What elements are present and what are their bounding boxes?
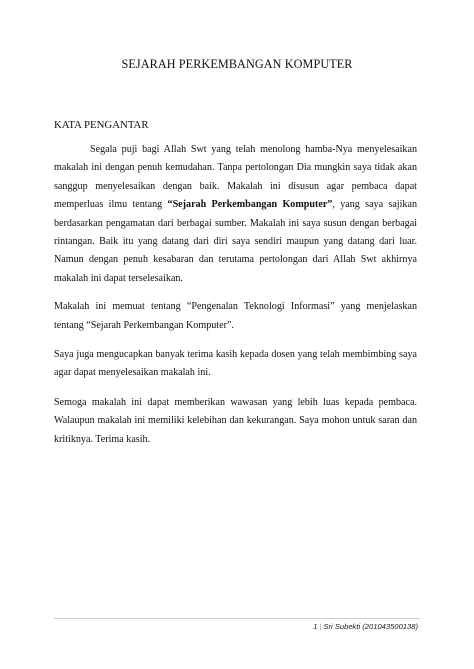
page-footer [313, 622, 418, 631]
paragraph-1 [54, 141, 417, 288]
page-number: 1 [313, 622, 318, 631]
paragraph-1-bold-title: “Sejarah Perkembangan Komputer” [167, 199, 333, 211]
paragraph-3: Saya juga mengucapkan banyak terima kasih kepada dosen yang telah membimbing saya agar dapat menyelesaikan makalah ini. [54, 349, 417, 379]
paragraph-4: Semoga makalah ini dapat memberikan wawasan yang lebih luas kepada pembaca. Walaupun makalah ini memiliki kelebihan dan kekurangan. Saya mohon untuk saran dan kritiknya. Terima kasih. [54, 396, 417, 445]
footer-author: Sri Subekti (201043500138) [323, 622, 418, 631]
paragraph-1-text-start: Segala puji bagi Allah Swt yang telah menolong hamba-Nya menyelesaikan makalah ini dengan penuh kemudahan. Tanpa pertolongan Dia mungkin saya tidak akan sanggup menyelesaikan dengan baik. Makalah ini disusun agar pembaca dapat memperluas ilmu tentang [54, 144, 417, 211]
document-body [54, 141, 417, 460]
paragraph-2: Makalah ini memuat tentang “Pengenalan Teknologi Informasi” yang menjelaskan tentang “Sejarah Perkembangan Komputer”. [54, 301, 417, 331]
footer-separator: | [319, 622, 322, 631]
section-heading: KATA PENGANTAR [54, 119, 149, 131]
paragraph-1-text-end: , yang saya sajikan berdasarkan pengamatan dari berbagai sumber. Makalah ini saya susun dengan berbagai rintangan. Baik itu yang datang dari diri saya sendiri maupun yang datang dari luar. Namun dengan penuh kesabaran dan terutama pertolongan dari Allah Swt akhirnya makalah ini dapat terselesaikan. [54, 199, 417, 284]
footer-divider [54, 618, 420, 619]
document-title: SEJARAH PERKEMBANGAN KOMPUTER [121, 57, 353, 71]
